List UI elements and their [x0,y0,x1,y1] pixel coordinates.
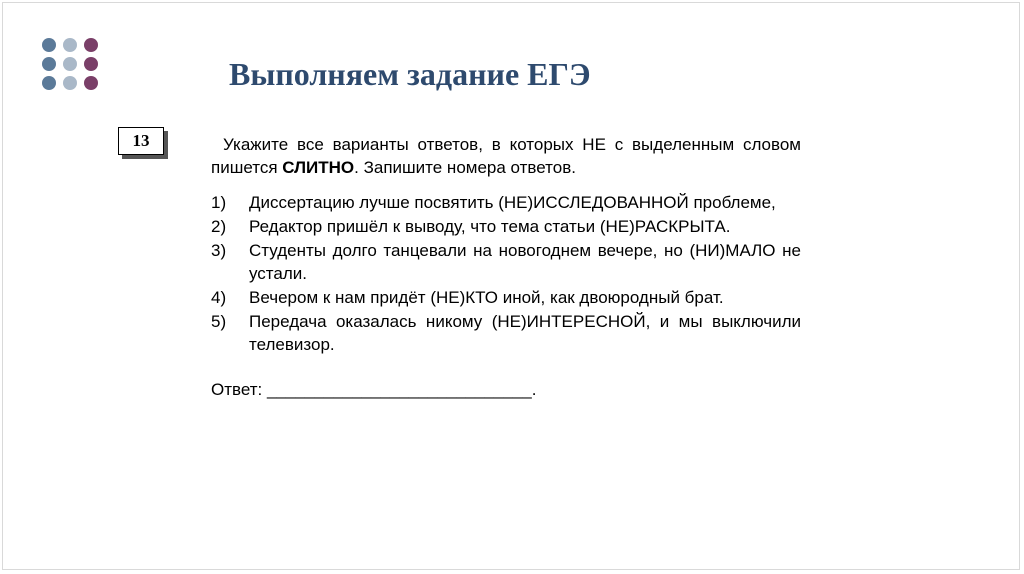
dot [42,76,56,90]
item-number: 3) [211,241,227,260]
item-text: Вечером к нам придёт (НЕ)КТО иной, как двоюродный брат. [249,288,724,307]
list-item [211,239,801,285]
item-text: Передача оказалась никому (НЕ)ИНТЕРЕСНОЙ, и мы выключили телевизор. [249,312,801,354]
instruction-text-end: . Запишите номера ответов. [354,158,576,177]
task-instruction [211,133,801,179]
answer-line[interactable]: Ответ: ____________________________. [211,380,537,399]
list-item [211,191,801,214]
item-text: Диссертацию лучше посвятить (НЕ)ИССЛЕДОВАННОЙ проблеме, [249,193,776,212]
decorative-dots [42,38,102,92]
instruction-bold: СЛИТНО [282,158,355,177]
list-item [211,310,801,356]
task-number: 13 [118,127,164,155]
answer-options [211,191,801,356]
list-item [211,215,801,238]
dot [42,38,56,52]
dot [84,76,98,90]
item-text: Студенты долго танцевали на новогоднем вечере, но (НИ)МАЛО не устали. [249,241,801,283]
instruction-text: Укажите все варианты ответов, в которых НЕ с выделенным словом пишется [211,135,801,177]
dot [63,38,77,52]
dot [63,57,77,71]
item-number: 1) [211,193,227,212]
dot [63,76,77,90]
item-text: Редактор пришёл к выводу, что тема статьи (НЕ)РАСКРЫТА. [249,217,731,236]
list-item [211,286,801,309]
page-title: Выполняем задание ЕГЭ [229,56,591,92]
item-number: 4) [211,288,227,307]
dot [84,38,98,52]
task-body [211,133,801,401]
dot [42,57,56,71]
item-number: 5) [211,312,227,331]
item-number: 2) [211,217,227,236]
dot [84,57,98,71]
